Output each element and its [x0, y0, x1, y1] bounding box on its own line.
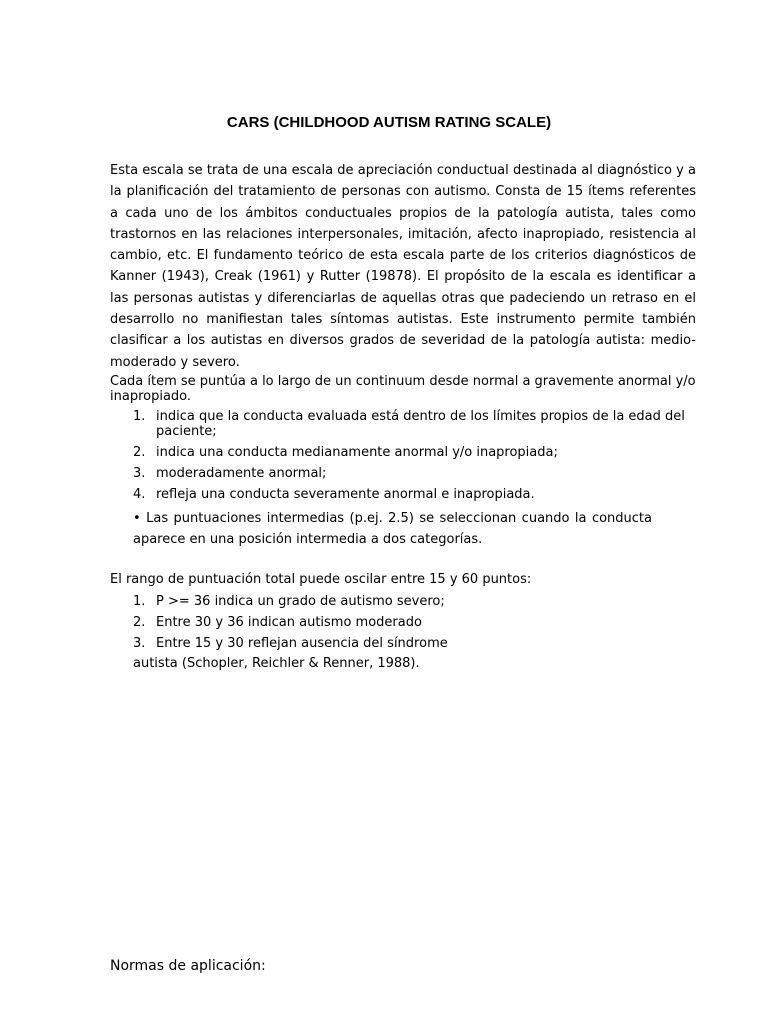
section-heading: Normas de aplicación:: [110, 958, 266, 974]
list-item: [133, 637, 533, 652]
list-number: 3.: [133, 465, 146, 481]
intro-paragraph: Esta escala se trata de una escala de apreciación conductual destinada al diagnóstico y a la planificación del tratamiento de personas con autismo. Consta de 15 ítems referentes a cada uno de los ámbitos conductuales propios de la patología autista, tales como trastornos en las relaciones interpersonales, imitación, afecto inapropiado, resistencia al cambio, etc. El fundamento teórico de esta escala parte de los criterios diagnósticos de Kanner (1943), Creak (1961) y Rutter (19878). El propósito de la escala es identificar a las personas autistas y diferenciarlas de aquellas otras que padeciendo un retraso en el desarrollo no manifiestan tales síntomas autistas. Este instrumento permite también clasificar a los autistas en diversos grados de severidad de la patología autista: medio-moderado y severo.: [110, 163, 696, 370]
list-number: 2.: [133, 444, 146, 460]
list-number: 1.: [133, 409, 146, 424]
list-item: [133, 488, 708, 503]
list-item-text: P >= 36 indica un grado de autismo severo;: [156, 594, 445, 609]
list-number: 1.: [133, 594, 146, 609]
list-number: 2.: [133, 615, 146, 630]
list-item: [133, 410, 708, 439]
list-item-text: moderadamente anormal;: [156, 465, 327, 481]
list-item: [133, 616, 533, 631]
range-intro: El rango de puntuación total puede oscilar entre 15 y 60 puntos:: [110, 572, 532, 587]
list-item: [133, 446, 708, 461]
document-title: CARS (CHILDHOOD AUTISM RATING SCALE): [226, 114, 552, 131]
list-item-text: Entre 15 y 30 reflejan ausencia del síndrome: [156, 636, 448, 651]
score-list: [133, 410, 708, 509]
list-number: 4.: [133, 486, 146, 502]
list-item-text: Entre 30 y 36 indican autismo moderado: [156, 615, 422, 630]
list-item: [133, 595, 533, 610]
list-number: 3.: [133, 636, 146, 651]
citation: autista (Schopler, Reichler & Renner, 1988).: [133, 656, 420, 671]
list-item: [133, 467, 708, 482]
intermediate-note: • Las puntuaciones intermedias (p.ej. 2.5) se seleccionan cuando la conducta aparece en una posición intermedia a dos categorías.: [133, 511, 652, 547]
list-item-text: refleja una conducta severamente anormal e inapropiada.: [156, 486, 535, 502]
list-item-text: indica una conducta medianamente anormal y/o inapropiada;: [156, 444, 558, 460]
range-list: [133, 595, 533, 658]
scoring-intro: Cada ítem se puntúa a lo largo de un continuum desde normal a gravemente anormal y/o inapropiado.: [110, 374, 696, 404]
list-item-text: indica que la conducta evaluada está dentro de los límites propios de la edad del paciente;: [156, 409, 685, 439]
